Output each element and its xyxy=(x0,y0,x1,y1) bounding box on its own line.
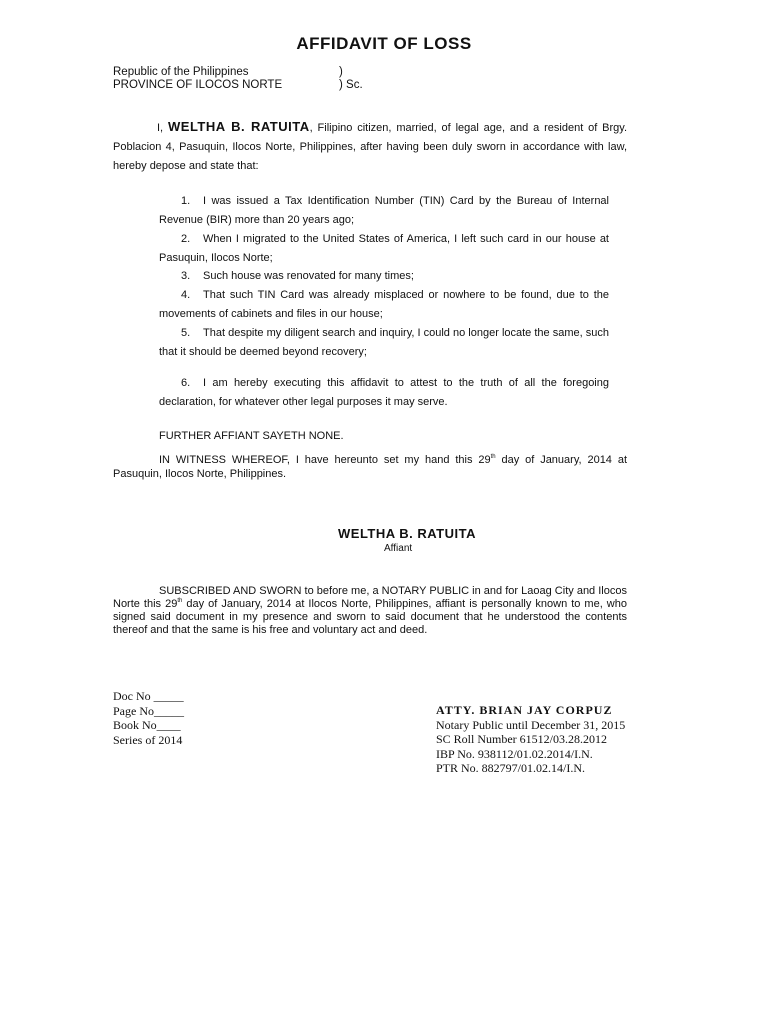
intro-prefix: I, xyxy=(157,122,164,134)
witness-paragraph xyxy=(113,453,627,481)
doc-book-block xyxy=(113,689,184,747)
venue-province-mark: ) Sc. xyxy=(339,79,363,91)
list-item-text: I was issued a Tax Identification Number (TIN) Card by the Bureau of Internal Revenue (BIR) more than 20 years ago; xyxy=(159,195,609,226)
list-item xyxy=(159,324,609,362)
list-item-number: 4. xyxy=(181,289,191,301)
affiant-caption: Affiant xyxy=(384,543,413,554)
series: Series of 2014 xyxy=(113,732,183,747)
venue-republic-mark: ) xyxy=(339,66,343,78)
list-item-number: 6. xyxy=(181,377,191,389)
list-item-text: When I migrated to the United States of America, I left such card in our house at Pasuquin, Ilocos Norte; xyxy=(159,233,609,264)
witness-ordinal: th xyxy=(490,454,496,460)
affiant-name: WELTHA B. RATUITA xyxy=(338,526,476,541)
witness-text-before: IN WITNESS WHEREOF, I have hereunto set my hand this 29 xyxy=(159,454,491,466)
list-item xyxy=(159,230,609,268)
notary-ptr-number: PTR No. 882797/01.02.14/I.N. xyxy=(436,761,586,775)
list-item xyxy=(159,374,609,412)
subscribed-text-after: day of January, 2014 at Ilocos Norte, Philippines, affiant is personally known to me, who signed said document in my presence and sworn to said document that he understood the contents thereof and that the same is his free and voluntary act and deed. xyxy=(113,598,627,636)
page-no: Page No_____ xyxy=(113,703,184,718)
list-item-number: 2. xyxy=(181,233,191,245)
notary-ibp-number: IBP No. 938112/01.02.2014/I.N. xyxy=(436,746,593,761)
notary-commission: Notary Public until December 31, 2015 xyxy=(436,717,626,732)
subscribed-paragraph xyxy=(113,585,627,637)
list-item xyxy=(159,267,609,286)
subscribed-text-before: SUBSCRIBED AND SWORN to before me, a NOTARY PUBLIC in and for Laoag City and Ilocos Norte this 29 xyxy=(113,585,627,610)
notary-roll-number: SC Roll Number 61512/03.28.2012 xyxy=(436,732,608,746)
intro-paragraph xyxy=(113,117,627,176)
notary-name: ATTY. BRIAN JAY CORPUZ xyxy=(436,703,613,717)
affiant-name-inline: WELTHA B. RATUITA xyxy=(168,119,310,134)
list-item-text: Such house was renovated for many times; xyxy=(203,270,414,282)
list-item-number: 3. xyxy=(181,270,191,282)
subscribed-ordinal: th xyxy=(177,598,183,604)
doc-no: Doc No _____ xyxy=(113,689,184,703)
list-item-text: I am hereby executing this affidavit to attest to the truth of all the foregoing declaration, for whatever other legal purposes it may serve. xyxy=(159,377,609,408)
list-item-number: 5. xyxy=(181,327,191,339)
venue-republic: Republic of the Philippines xyxy=(113,66,249,78)
list-item-text: That such TIN Card was already misplaced or nowhere to be found, due to the movements of cabinets and files in our house; xyxy=(159,289,609,320)
list-item-number: 1. xyxy=(181,195,191,207)
notary-block xyxy=(436,703,625,776)
intro-text: , Filipino citizen, married, of legal age, and a resident of Brgy. Poblacion 4, Pasuquin, Ilocos Norte, Philippines, after having been duly sworn in accordance with law, hereby depose and state that: xyxy=(113,122,628,172)
book-no: Book No____ xyxy=(113,718,181,732)
list-item xyxy=(159,286,609,324)
further-affiant-line: FURTHER AFFIANT SAYETH NONE. xyxy=(159,430,344,442)
list-item-text: That despite my diligent search and inquiry, I could no longer locate the same, such that it should be deemed beyond recovery; xyxy=(159,327,609,358)
witness-text-after: day of January, 2014 at Pasuquin, Ilocos Norte, Philippines. xyxy=(113,454,627,480)
venue-block xyxy=(113,66,363,92)
document-title: AFFIDAVIT OF LOSS xyxy=(296,34,472,53)
venue-province: PROVINCE OF ILOCOS NORTE xyxy=(113,79,283,91)
list-item xyxy=(159,192,609,230)
